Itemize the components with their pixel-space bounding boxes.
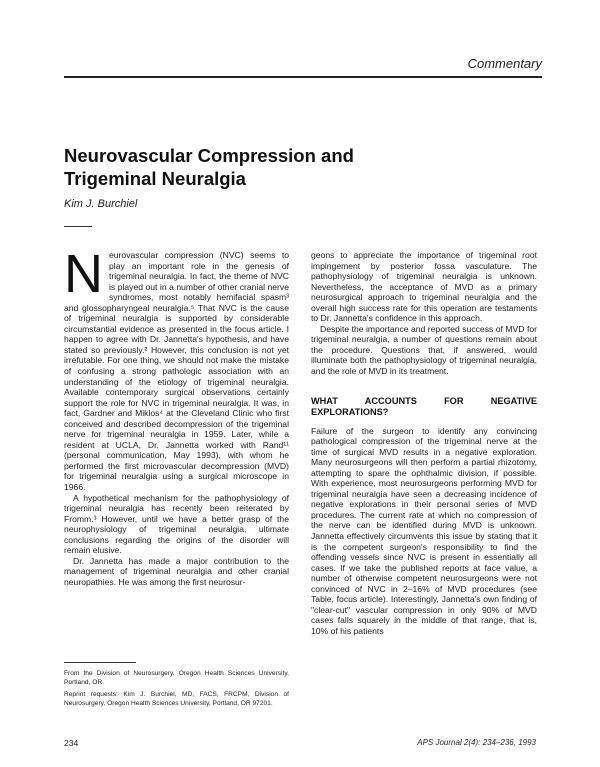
title-line-1: Neurovascular Compression and bbox=[64, 145, 354, 166]
paragraph-1 bbox=[64, 244, 289, 493]
paragraph-1-text: eurovascular compression (NVC) seems to play an important role in the genesis of trigeminal neuralgia. In fact, the theme of NVC is played out in a number of other cranial nerve syndromes, most notably hemifacial spasm³ and glossopharyngeal neuralgia.⁵ That NVC is the cause of trigeminal neuralgia is supported by considerable circumstantial evidence as presented in the focus article. I happen to agree with Dr. Jannetta's hypothesis, and have stated so previously.² However, this conclusion is not yet irrefutable. For one thing, we should not make the mistake of confusing a strong pathologic association with an understanding of the etiology of trigeminal neuralgia. Available contemporary surgical observations certainly support the role for NVC in trigeminal neuralgia. It was, in fact, Gardner and Miklos⁴ at the Cleveland Clinic who first conceived and described decompression of the trigeminal nerve for trigeminal neuralgia in 1959. Later, while a resident at UCLA, Dr. Jannetta worked with Rand¹¹ (personal communication, May 1993), with whom he performed the first microvascular decompression (MVD) for trigeminal neuralgia using a surgical microscope in 1966. bbox=[64, 250, 289, 493]
right-column bbox=[311, 250, 537, 637]
section-heading: WHAT ACCOUNTS FOR NEGATIVE EXPLORATIONS? bbox=[311, 395, 537, 417]
footnote-affiliation: From the Division of Neurosurgery, Oregon Health Sciences University, Portland, OR. bbox=[64, 670, 289, 686]
journal-citation: APS Journal 2(4): 234–236, 1993 bbox=[417, 738, 536, 747]
section-rule bbox=[64, 76, 542, 78]
author-rule bbox=[64, 226, 92, 227]
drop-cap: N bbox=[64, 244, 103, 304]
left-column bbox=[64, 244, 289, 588]
page-number: 234 bbox=[64, 738, 79, 748]
title-line-2: Trigeminal Neuralgia bbox=[64, 168, 246, 189]
footnote-reprints: Reprint requests: Kim J. Burchiel, MD, FACS, FRCPM, Division of Neurosurgery, Oregon Health Sciences University, Portland, OR 97201. bbox=[64, 691, 289, 707]
article-title bbox=[64, 144, 484, 190]
footnotes bbox=[64, 670, 289, 712]
paragraph-5: Despite the importance and reported success of MVD for trigeminal neuralgia, a number of questions remain about the procedure. Questions that, if answered, would illuminate both the pathophysiology of trigeminal neuralgia, and the role of MVD in its treatment. bbox=[311, 323, 537, 377]
paragraph-3: Dr. Jannetta has made a major contribution to the management of trigeminal neuralgia and other cranial neuropathies. He was among the first neurosur- bbox=[64, 555, 289, 587]
paragraph-6: Failure of the surgeon to identify any convincing pathological compression of the trigeminal nerve at the time of surgical MVD results in a negative exploration. Many neurosurgeons will then perform a partial rhizotomy, attempting to spare the ophthalmic division, if possible. With experience, most neurosurgeons performing MVD for trigeminal neuralgia have seen a decreasing incidence of negative explorations in their personal series of MVD procedures. The current rate at which no compression of the nerve can be identified during MVD is unknown. Jannetta effectively circumvents this issue by stating that it is the competent surgeon's responsibility to find the offending vessels since NVC is present in essentially all cases. If we take the published reports at face value, a number of otherwise competent neurosurgeons were not convinced of NVC in 2–16% of MVD procedures (see Table, focus article). Interestingly, Jannetta's own finding of "clear-cut" vascular compression in only 90% of MVD cases falls squarely in the middle of that range, that is, 10% of his patients bbox=[311, 425, 537, 636]
footnote-rule bbox=[64, 662, 136, 663]
section-label: Commentary bbox=[467, 56, 542, 71]
author-name: Kim J. Burchiel bbox=[64, 198, 138, 210]
paragraph-4: geons to appreciate the importance of trigeminal root impingement by posterior fossa vasculature. The pathophysiology of trigeminal neuralgia is unknown. Nevertheless, the acceptance of MVD as a primary neurosurgical approach to trigeminal neuralgia and the overall high success rate for this operation are testaments to Dr. Jannetta's confidence in this approach. bbox=[311, 250, 537, 324]
paragraph-2: A hypothetical mechanism for the pathophysiology of trigeminal neuralgia has recently been reiterated by Fromm.³ However, until we have a better grasp of the neurophysiology of trigeminal neuralgia, ultimate conclusions regarding the origins of the disorder will remain elusive. bbox=[64, 492, 289, 556]
